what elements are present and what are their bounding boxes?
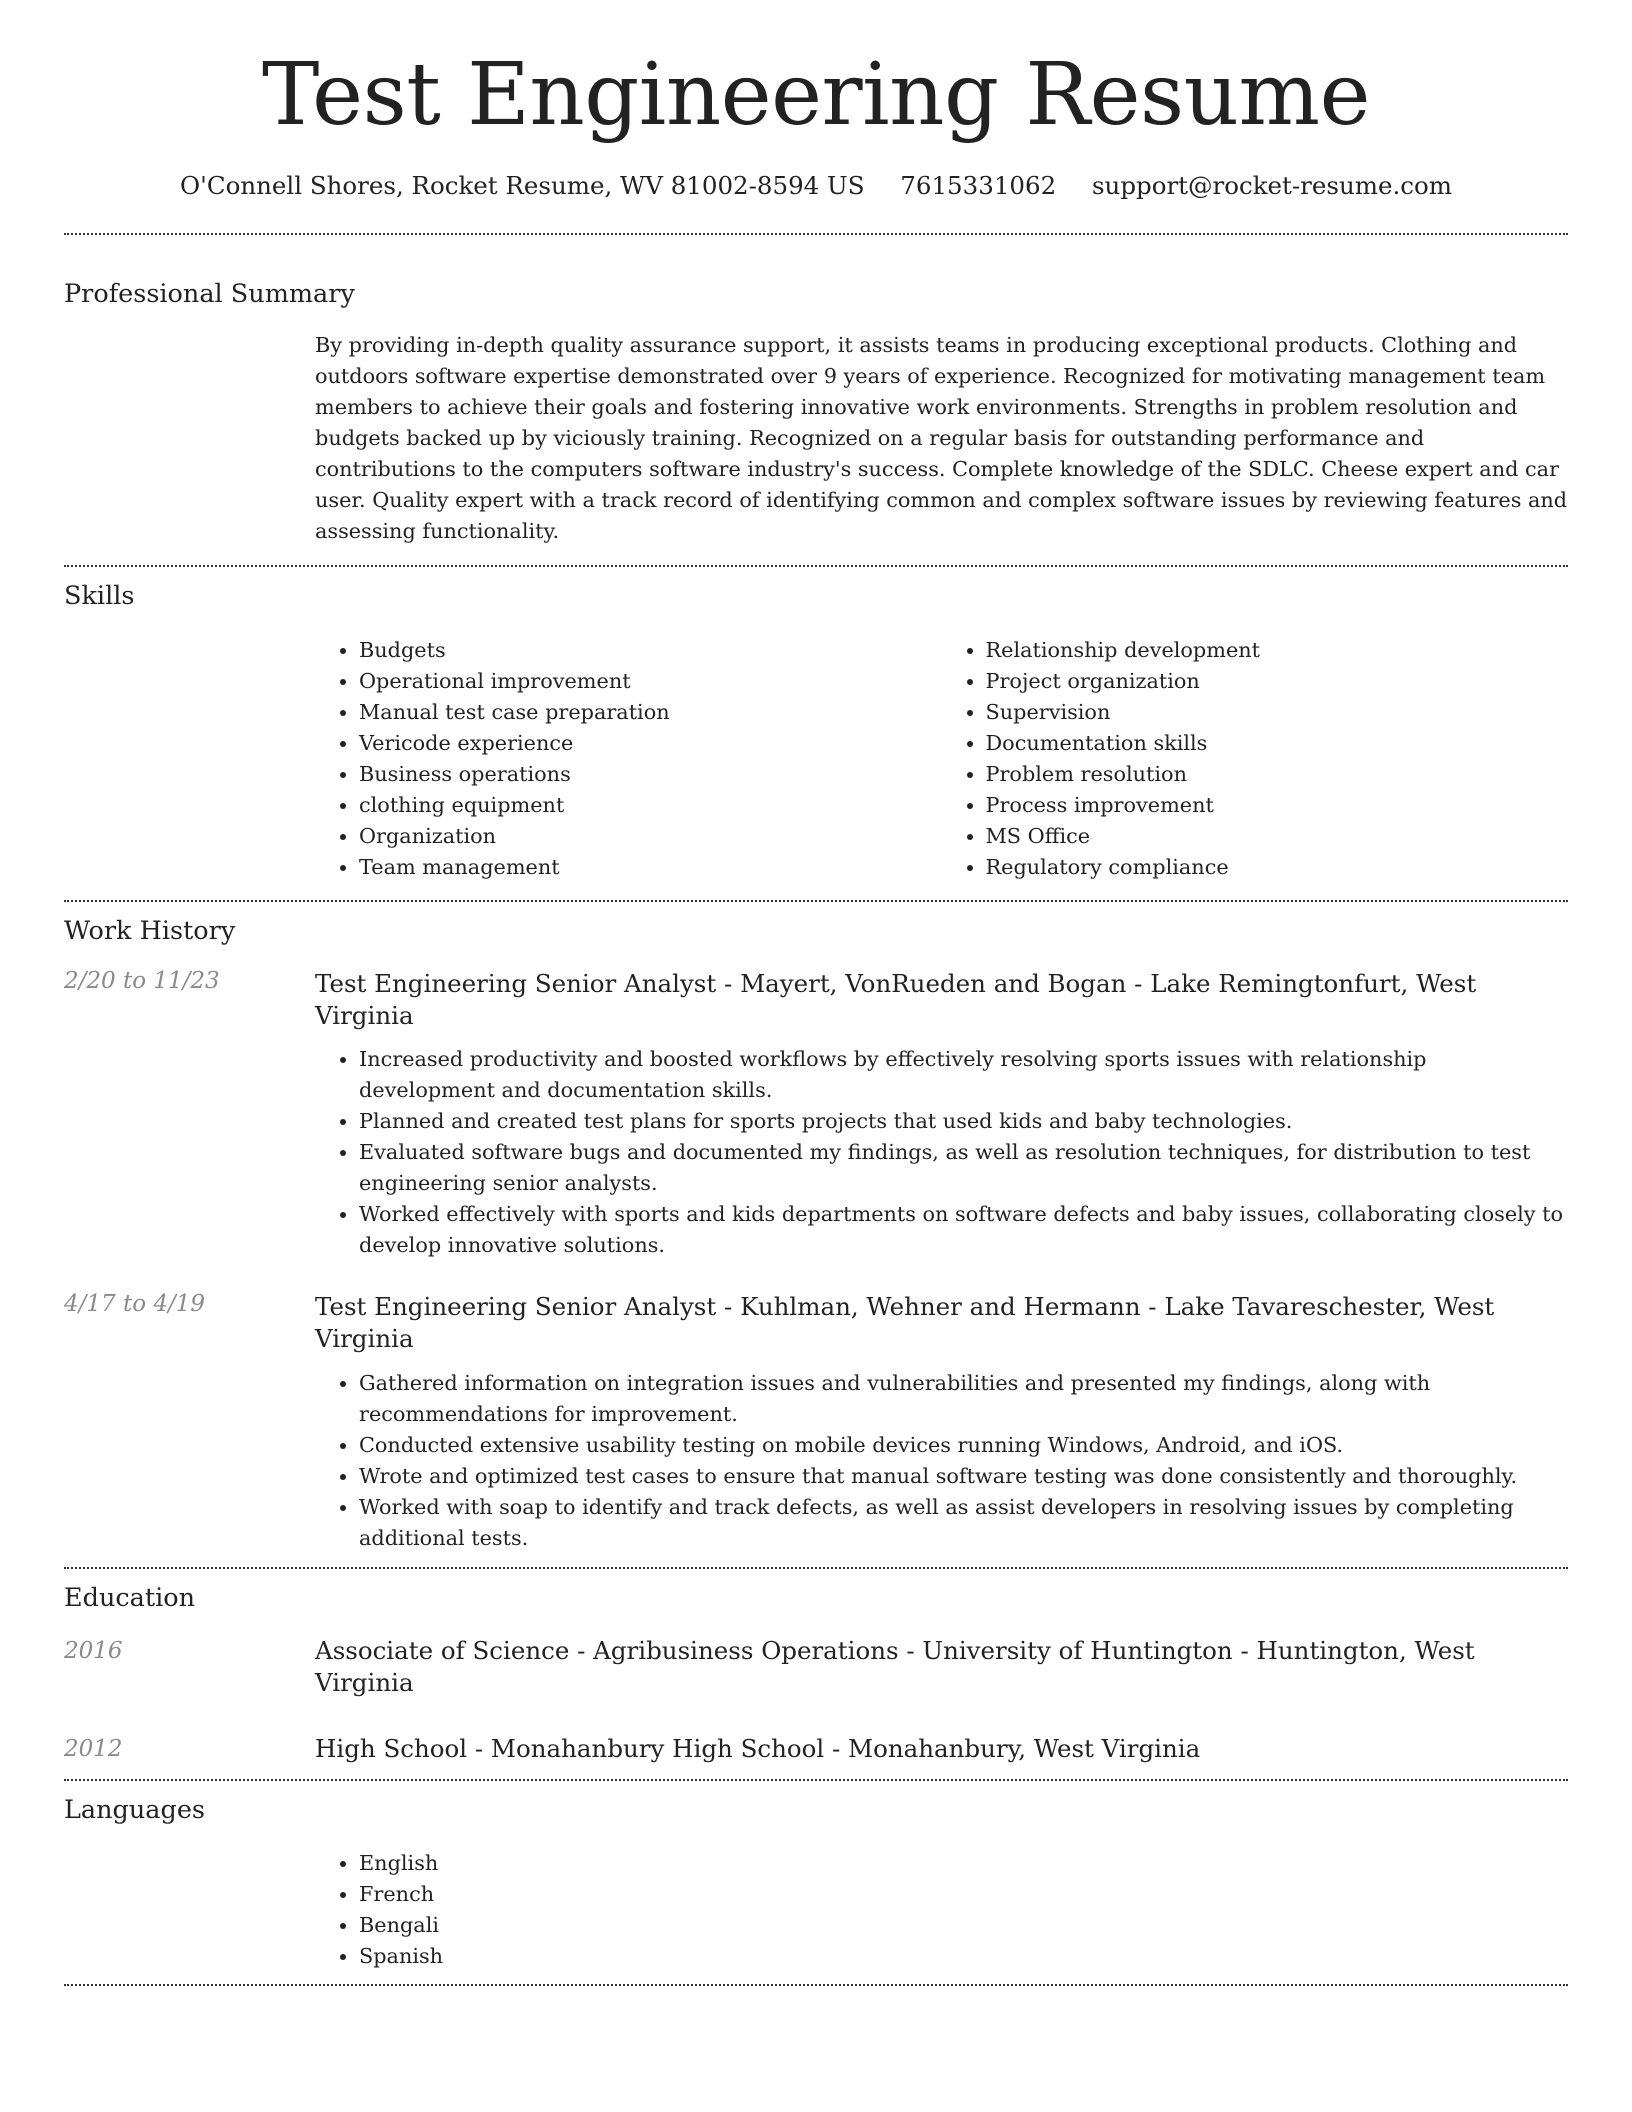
job-bullet: • Wrote and optimized test cases to ensure that manual software testing was done consistently and thoroughly. [359,1461,1568,1492]
job-dates: 4/17 to 4/19 [64,1291,206,1317]
work-history-section [64,902,1568,1567]
skills-columns [315,635,1568,883]
job-heading: Test Engineering Senior Analyst - Kuhlman, Wehner and Hermann - Lake Tavareschester, West Virginia [315,1292,1495,1353]
education-section [64,1569,1568,1765]
skills-list-left [315,635,942,883]
skill-item: • Budgets [359,635,942,666]
language-item: • French [359,1879,1568,1910]
job-bullet: • Increased productivity and boosted workflows by effectively resolving sports issues with relationship development and documentation skills. [359,1044,1568,1106]
job-entry [64,968,1568,1261]
summary-section [64,235,1568,547]
contact-line [64,171,1568,200]
job-bullets [315,1368,1568,1554]
skills-section [64,567,1568,883]
skill-item: • Operational improvement [359,666,942,697]
skill-item: • Organization [359,821,942,852]
skill-item: • Team management [359,852,942,883]
skill-item: • Business operations [359,759,942,790]
job-dates: 2/20 to 11/23 [64,968,220,994]
job-bullet: • Planned and created test plans for sports projects that used kids and baby technologies. [359,1106,1568,1137]
language-item: • Spanish [359,1941,1568,1972]
languages-section [64,1781,1568,1972]
skill-item: • Process improvement [986,790,1569,821]
skill-item: • Supervision [986,697,1569,728]
work-history-heading: Work History [64,916,236,946]
contact-email: support@rocket-resume.com [1091,171,1452,200]
education-heading: Education [64,1583,196,1613]
language-item: • English [359,1848,1568,1879]
job-body [315,968,1568,1261]
education-entry [64,1733,1568,1765]
skill-item: • Regulatory compliance [986,852,1569,883]
resume-header [64,0,1568,200]
skill-item: • Vericode experience [359,728,942,759]
language-item: • Bengali [359,1910,1568,1941]
skill-item: • Documentation skills [986,728,1569,759]
job-bullet: • Gathered information on integration issues and vulnerabilities and presented my findings, along with recommendations for improvement. [359,1368,1568,1430]
job-entry [64,1291,1568,1567]
skills-list-right [942,635,1569,883]
summary-text: By providing in-depth quality assurance support, it assists teams in producing exceptional products. Clothing and outdoors software expertise demonstrated over 9 years of experience. Recognized for motivating management team members to achieve their goals and fostering innovative work environments. Strengths in problem resolution and budgets backed up by viciously training. Recognized on a regular basis for outstanding performance and contributions to the computers software industry's success. Complete knowledge of the SDLC. Cheese expert and car user. Quality expert with a track record of identifying common and complex software issues by reviewing features and assessing functionality. [315,333,1568,543]
divider [64,1984,1568,1986]
education-entry [64,1635,1568,1699]
languages-heading: Languages [64,1795,206,1825]
job-heading: Test Engineering Senior Analyst - Mayert, VonRueden and Bogan - Lake Remingtonfurt, West Virginia [315,969,1477,1030]
job-bullet: • Worked effectively with sports and kids departments on software defects and baby issues, collaborating closely to develop innovative solutions. [359,1199,1568,1261]
summary-heading: Professional Summary [64,279,355,309]
job-bullets [315,1044,1568,1261]
languages-list [315,1848,1568,1972]
education-detail: High School - Monahanbury High School - Monahanbury, West Virginia [315,1734,1201,1763]
education-year: 2012 [64,1736,123,1762]
skill-item: • MS Office [986,821,1569,852]
skill-item: • Manual test case preparation [359,697,942,728]
skill-item: • Problem resolution [986,759,1569,790]
education-detail: Associate of Science - Agribusiness Operations - University of Huntington - Huntington, West Virginia [315,1636,1475,1697]
resume-title: Test Engineering Resume [261,45,1370,145]
skill-item: • Project organization [986,666,1569,697]
skill-item: • Relationship development [986,635,1569,666]
skills-heading: Skills [64,581,135,611]
contact-address: O'Connell Shores, Rocket Resume, WV 81002-8594 US [180,171,865,200]
job-body [315,1291,1568,1567]
education-year: 2016 [64,1638,123,1664]
job-bullet: • Worked with soap to identify and track defects, as well as assist developers in resolving issues by completing additional tests. [359,1492,1568,1554]
job-bullet: • Evaluated software bugs and documented my findings, as well as resolution techniques, for distribution to test engineering senior analysts. [359,1137,1568,1199]
skill-item: • clothing equipment [359,790,942,821]
job-bullet: • Conducted extensive usability testing on mobile devices running Windows, Android, and iOS. [359,1430,1568,1461]
contact-phone: 7615331062 [900,171,1057,200]
